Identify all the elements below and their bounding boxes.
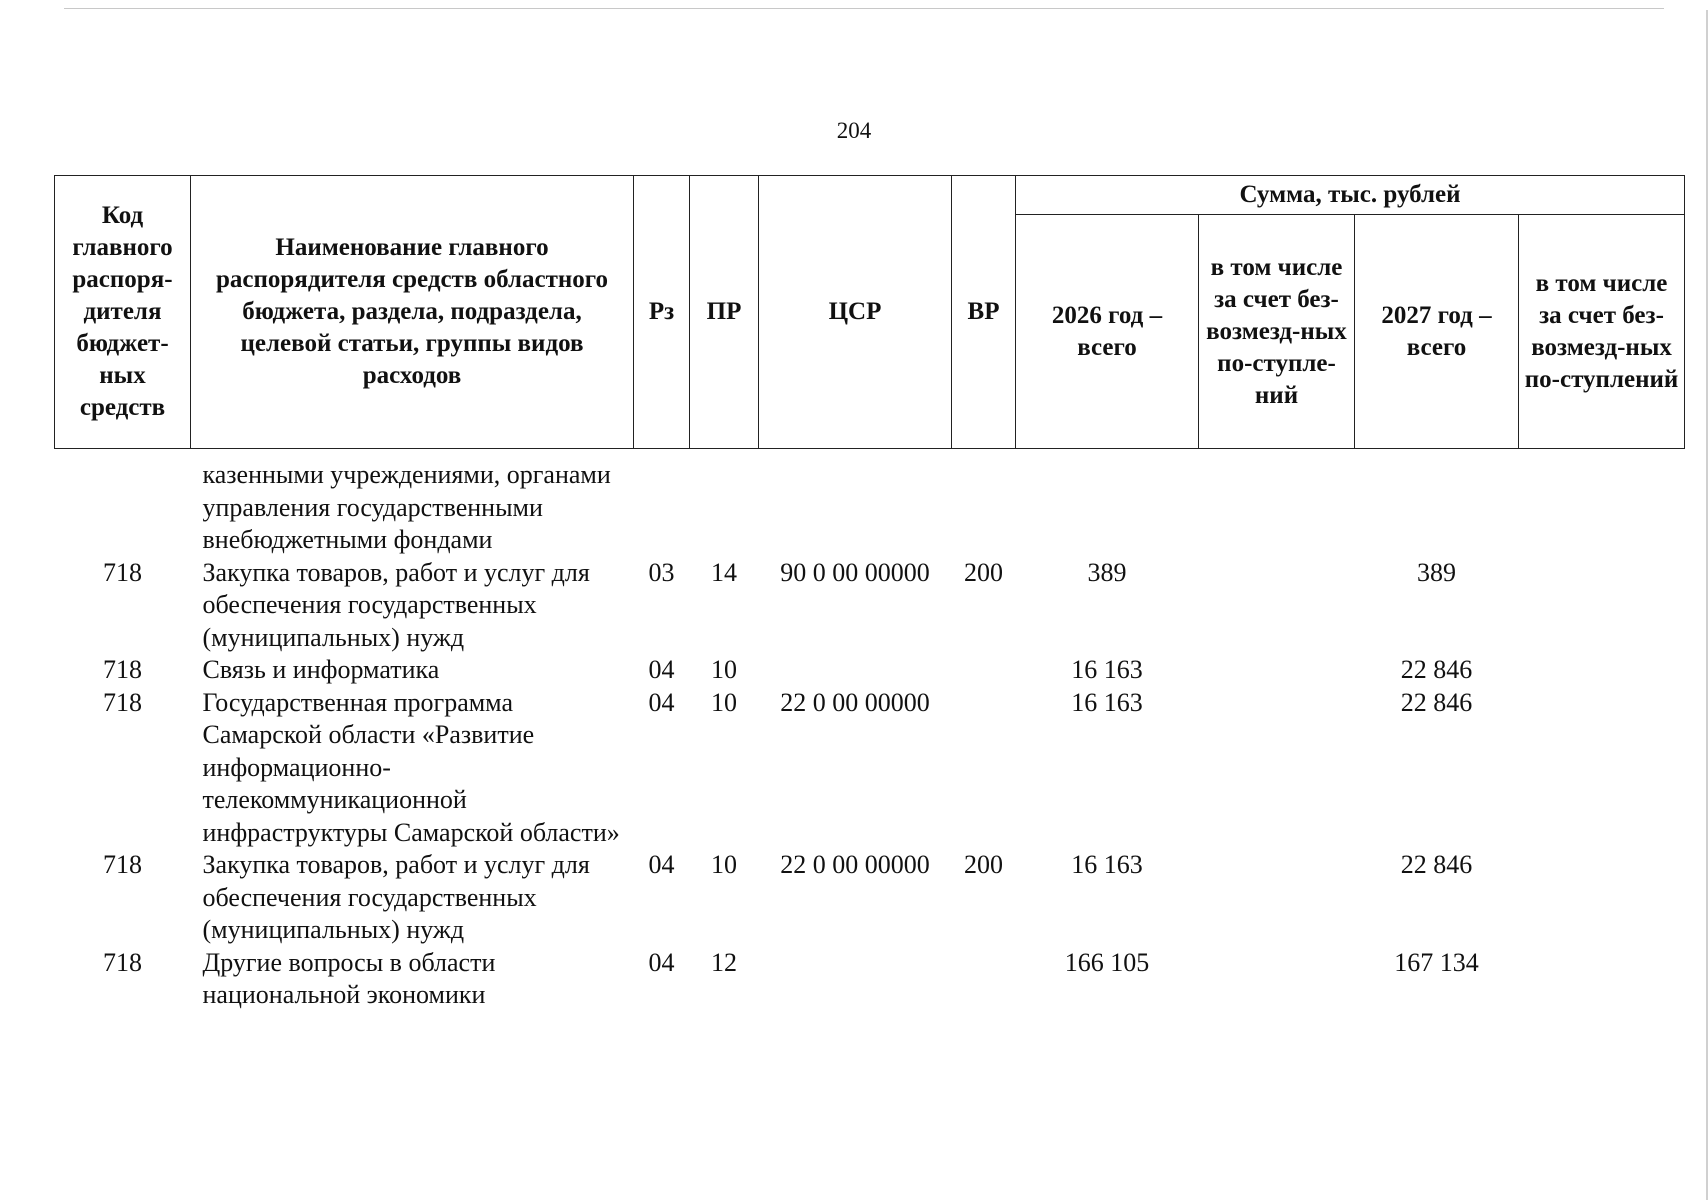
cell-csr [759, 654, 952, 687]
cell-pr: 14 [711, 557, 737, 587]
cell-csr: 22 0 00 00000 [780, 850, 930, 879]
cell-rz [634, 449, 690, 557]
cell-2027-total: 167 134 [1394, 947, 1479, 977]
header-name: Наименование главного распорядителя средств областного бюджета, раздела, подраздела, целевой статьи, группы видов расходов [191, 176, 634, 449]
cell-2026-total: 389 [1087, 557, 1127, 587]
cell-2027-free [1519, 557, 1685, 655]
page-number: 204 [836, 118, 872, 143]
cell-pr: 10 [711, 655, 737, 684]
cell-pr [690, 449, 759, 557]
header-sum: Сумма, тыс. рублей [1016, 176, 1685, 215]
cell-2026-total: 166 105 [1064, 947, 1150, 977]
cell-2027-free [1519, 849, 1685, 947]
cell-name: Другие вопросы в области национальной экономики [202, 947, 496, 1009]
cell-2026-free [1199, 849, 1355, 947]
cell-2027-total: 389 [1417, 557, 1456, 587]
cell-csr [759, 449, 952, 557]
header-rz: Рз [634, 176, 690, 449]
cell-csr [759, 947, 952, 1012]
cell-csr: 90 0 00 00000 [780, 557, 930, 587]
table-row [55, 654, 1685, 687]
cell-pr: 10 [711, 687, 737, 717]
cell-name: казенными учреждениями, органами управления государственными внебюджетными фондами [202, 460, 611, 554]
cell-2027-total [1355, 449, 1519, 557]
cell-2026-total: 16 163 [1071, 655, 1143, 684]
cell-2026-free [1199, 449, 1355, 557]
header-2027-total: 2027 год – всего [1355, 215, 1519, 449]
cell-2027-free [1519, 449, 1685, 557]
cell-2026-total: 16 163 [1071, 850, 1143, 879]
header-vr: ВР [952, 176, 1016, 449]
header-2026-total: 2026 год – всего [1016, 215, 1199, 449]
table-header [55, 176, 1685, 449]
cell-rz: 04 [648, 655, 675, 684]
header-2027-free: в том числе за счет без-возмезд-ных по-ступлений [1519, 215, 1685, 449]
cell-rz: 04 [648, 687, 675, 717]
cell-2026-free [1199, 654, 1355, 687]
cell-name: Закупка товаров, работ и услуг для обеспечения государственных (муниципальных) нужд [202, 850, 590, 944]
cell-2026-free [1199, 557, 1355, 655]
cell-vr: 200 [964, 557, 1003, 587]
cell-vr [952, 947, 1016, 1012]
table-body [55, 449, 1685, 1012]
cell-code: 718 [103, 947, 142, 977]
table-row [55, 687, 1685, 850]
cell-rz: 03 [648, 557, 675, 587]
cell-code: 718 [103, 850, 142, 879]
cell-vr [952, 687, 1016, 850]
budget-table [54, 175, 1685, 1012]
cell-2027-free [1519, 947, 1685, 1012]
cell-code: 718 [103, 655, 142, 684]
cell-2027-total: 22 846 [1400, 655, 1473, 684]
cell-pr: 12 [711, 947, 737, 977]
cell-2027-free [1519, 687, 1685, 850]
header-csr: ЦСР [759, 176, 952, 449]
cell-code: 718 [103, 687, 142, 717]
cell-2026-free [1199, 947, 1355, 1012]
cell-code: 718 [103, 557, 142, 587]
cell-2026-total [1016, 449, 1199, 557]
cell-code [55, 449, 191, 557]
cell-2026-total: 16 163 [1071, 687, 1143, 717]
table-row [55, 849, 1685, 947]
scan-edge-line [64, 8, 1664, 9]
cell-rz: 04 [648, 947, 675, 977]
cell-csr: 22 0 00 00000 [780, 687, 930, 717]
cell-vr: 200 [964, 850, 1003, 879]
table-row [55, 557, 1685, 655]
table-row [55, 947, 1685, 1012]
cell-2027-total: 22 846 [1400, 850, 1473, 879]
cell-rz: 04 [648, 850, 675, 879]
cell-2027-free [1519, 654, 1685, 687]
cell-pr: 10 [711, 850, 737, 879]
cell-vr [952, 654, 1016, 687]
cell-vr [952, 449, 1016, 557]
cell-name: Закупка товаров, работ и услуг для обеспечения государственных (муниципальных) нужд [202, 557, 590, 652]
table-row [55, 449, 1685, 557]
cell-name: Связь и информатика [202, 655, 440, 684]
cell-2026-free [1199, 687, 1355, 850]
header-code: Код главного распоря-дителя бюджет-ных средств [55, 176, 191, 449]
header-pr: ПР [690, 176, 759, 449]
cell-2027-total: 22 846 [1400, 687, 1473, 717]
cell-name: Государственная программа Самарской области «Развитие информационно-телекоммуникационной инфраструктуры Самарской области» [202, 687, 620, 847]
header-2026-free: в том числе за счет без-возмезд-ных по-ступле-ний [1199, 215, 1355, 449]
